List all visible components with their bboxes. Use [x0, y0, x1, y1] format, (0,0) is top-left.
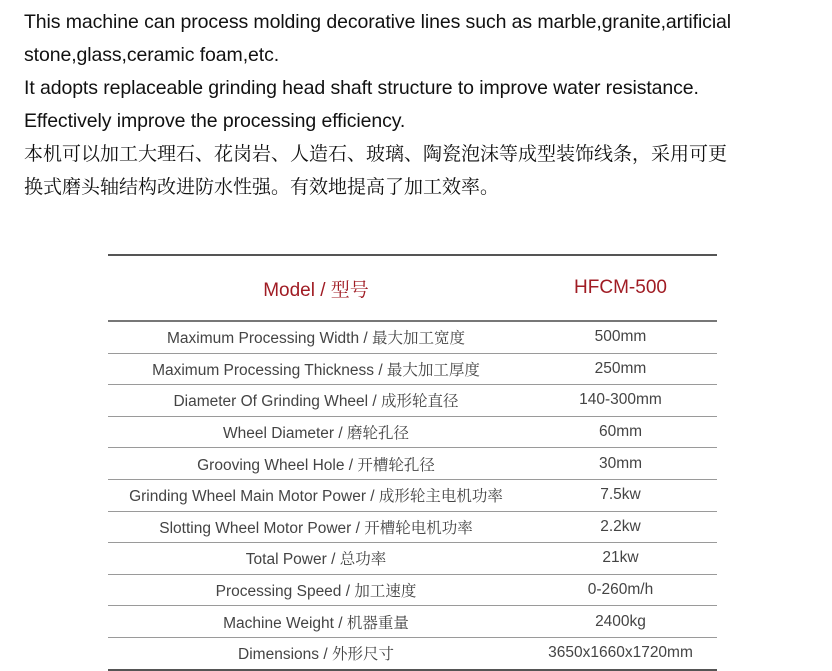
table-row — [108, 385, 717, 417]
intro-description — [24, 6, 824, 204]
spec-value: 7.5kw — [600, 486, 641, 504]
spec-value: 30mm — [598, 454, 643, 472]
intro-line-cn-1: 本机可以加工大理石、花岗岩、人造石、玻璃、陶瓷泡沫等成型装饰线条，采用可更 — [24, 143, 728, 165]
intro-line-en-4: Effectively improve the processing efficiency. — [24, 110, 406, 132]
table-row — [108, 417, 717, 449]
spec-value: 3650x1660x1720mm — [548, 644, 693, 662]
spec-value: 21kw — [602, 549, 639, 567]
spec-value: 2.2kw — [600, 517, 641, 535]
table-row — [108, 512, 717, 544]
spec-label: Diameter Of Grinding Wheel / 成形轮直径 — [173, 393, 459, 411]
table-row — [108, 543, 717, 575]
spec-value: 60mm — [598, 423, 643, 441]
spec-label: Grooving Wheel Hole / 开槽轮孔径 — [197, 456, 435, 474]
spec-value: 500mm — [594, 328, 647, 346]
spec-value: 140-300mm — [579, 391, 662, 409]
spec-table — [108, 254, 717, 671]
spec-table-header — [108, 256, 717, 322]
header-model-value: HFCM-500 — [574, 277, 667, 298]
intro-line-en-2: stone,glass,ceramic foam,etc. — [24, 44, 280, 66]
spec-label: Dimensions / 外形尺寸 — [238, 646, 394, 664]
intro-line-cn-2: 换式磨头轴结构改进防水性强。有效地提高了加工效率。 — [24, 176, 500, 198]
spec-label: Maximum Processing Width / 最大加工宽度 — [167, 330, 465, 348]
spec-label: Machine Weight / 机器重量 — [223, 614, 409, 632]
intro-line-en-3: It adopts replaceable grinding head shaft structure to improve water resistance. — [24, 77, 699, 99]
spec-label: Wheel Diameter / 磨轮孔径 — [222, 425, 410, 443]
header-model-label: Model / 型号 — [263, 279, 369, 301]
spec-label: Total Power / 总功率 — [245, 551, 387, 569]
spec-value: 2400kg — [595, 612, 646, 630]
spec-value: 250mm — [594, 359, 647, 377]
intro-line-en-1: This machine can process molding decorative lines such as marble,granite,artificial — [24, 11, 732, 33]
table-row — [108, 448, 717, 480]
table-row — [108, 322, 717, 354]
table-row — [108, 575, 717, 607]
spec-value: 0-260m/h — [587, 581, 654, 599]
spec-label: Processing Speed / 加工速度 — [215, 583, 417, 601]
table-row — [108, 480, 717, 512]
spec-label: Grinding Wheel Main Motor Power / 成形轮主电机功率 — [129, 488, 503, 506]
spec-label: Maximum Processing Thickness / 最大加工厚度 — [152, 361, 480, 379]
spec-label: Slotting Wheel Motor Power / 开槽轮电机功率 — [159, 519, 473, 537]
table-row — [108, 354, 717, 386]
table-row — [108, 606, 717, 638]
spec-table-body — [108, 322, 717, 669]
